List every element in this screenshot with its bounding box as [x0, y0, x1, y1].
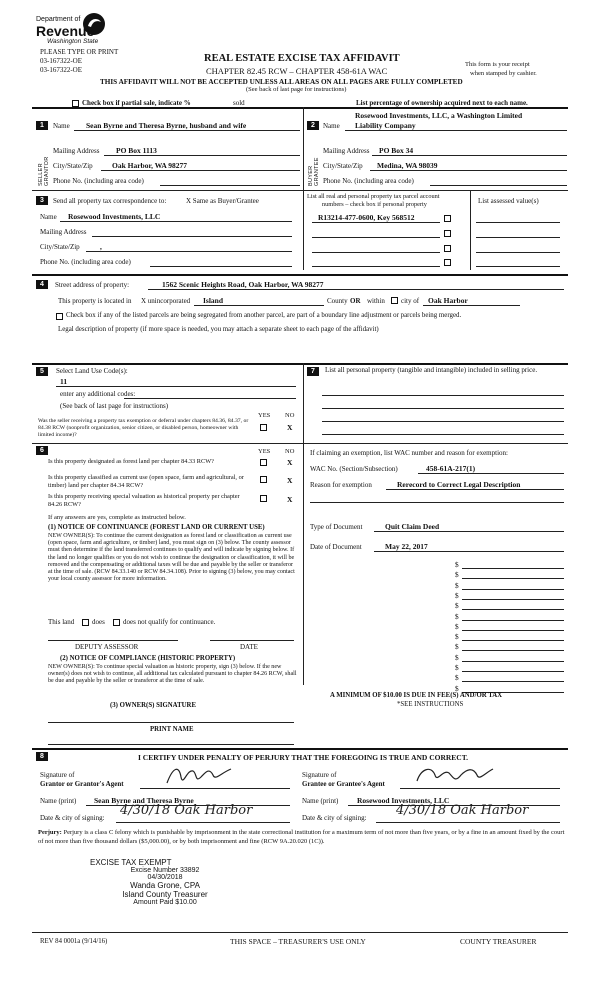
see-back-instructions: (See back of last page for instructions): [246, 86, 347, 93]
land-use-label: Select Land Use Code(s):: [56, 367, 128, 375]
land-does-not-checkbox[interactable]: [113, 619, 120, 626]
wac-label: WAC No. (Section/Subsection): [310, 465, 398, 473]
rev-form-number: REV 84 0001a (9/14/16): [40, 938, 108, 945]
wac-value[interactable]: 458-61A-217(1): [426, 464, 476, 473]
city-of-checkbox[interactable]: [391, 297, 398, 304]
see-instructions-note: *SEE INSTRUCTIONS: [397, 701, 464, 708]
print-name-label: PRINT NAME: [150, 726, 194, 733]
fee-row-line: [462, 568, 564, 569]
doc-date-label: Date of Document: [310, 543, 362, 551]
tax-name-label: Name: [40, 213, 57, 221]
parcel-personal-checkbox-2[interactable]: [444, 230, 451, 237]
fee-row-dollar-sign: $: [455, 642, 459, 652]
tax-city-value[interactable]: ,: [100, 242, 102, 251]
fee-row-dollar-sign: $: [455, 590, 459, 600]
tax-mailing-label: Mailing Address: [40, 228, 87, 236]
q2-yes-checkbox[interactable]: [260, 476, 267, 483]
reason-value[interactable]: Rerecord to Correct Legal Description: [397, 480, 521, 489]
county-value[interactable]: Island: [203, 296, 224, 305]
doc-date-value[interactable]: May 22, 2017: [385, 542, 428, 551]
segregated-checkbox[interactable]: [56, 313, 63, 320]
grantee-date-city-handwritten[interactable]: 4/30/18 Oak Harbor: [396, 803, 529, 818]
grantee-date-city-label: Date & city of signing:: [302, 814, 367, 822]
tax-phone-label: Phone No. (including area code): [40, 258, 131, 266]
stamp-line-5: Island County Treasurer: [122, 890, 208, 899]
deputy-assessor-label: DEPUTY ASSESSOR: [75, 643, 139, 651]
parcel-personal-checkbox-4[interactable]: [444, 259, 451, 266]
land-does-label: does: [92, 618, 105, 626]
parcel-personal-checkbox-3[interactable]: [444, 245, 451, 252]
reason-label: Reason for exemption: [310, 481, 372, 489]
buyer-name-value-line1[interactable]: Rosewood Investments, LLC, a Washington Limited: [355, 111, 523, 120]
grantee-name-print-value[interactable]: Rosewood Investments, LLC: [357, 796, 450, 805]
stamp-line-3: 04/30/2018: [147, 874, 183, 881]
treasurer-space-label: THIS SPACE – TREASURER'S USE ONLY: [230, 937, 366, 946]
grantor-name-print-value[interactable]: Sean Byrne and Theresa Byrne: [94, 796, 194, 805]
fee-row-line: [462, 630, 564, 631]
q2-no-answer[interactable]: X: [287, 476, 293, 485]
street-address-value[interactable]: 1562 Scenic Heights Road, Oak Harbor, WA 98277: [162, 280, 324, 289]
q3-yes-checkbox[interactable]: [260, 495, 267, 502]
segregated-note: Check box if any of the listed parcels are being segregated from another parcel, are part of a boundary line adjustment or parcels being merged.: [66, 312, 462, 319]
fee-row-line: [462, 681, 564, 682]
receipt-note-2: when stamped by cashier.: [470, 70, 537, 77]
compliance-text: NEW OWNER(S): To continue special valuation as historic property, sign (3) below. If the new owner(s) does not wish to continue, all additional tax calculated pursuant to chapter 84.26 RCW, shall be due and payable by the seller or transferor at the time of sale.: [48, 664, 297, 685]
dept-line1: Department of: [36, 16, 81, 23]
grantor-signature-mark: [165, 763, 235, 789]
same-as-buyer[interactable]: X Same as Buyer/Grantee: [186, 197, 259, 205]
stamp-line-2: Excise Number 33892: [130, 867, 200, 874]
current-use-question: Is this property classified as current use (open space, farm and agricultural, or timber) land per chapter 84.34 RCW?: [48, 474, 244, 489]
grantee-name-print-label: Name (print): [302, 797, 339, 805]
grantor-sig-label: Signature of: [40, 771, 75, 779]
historical-question: Is this property receiving special valuation as historical property per chapter 84.26 RCW?: [48, 493, 240, 508]
grantee-signature-mark: [415, 763, 495, 789]
street-address-label: Street address of property:: [55, 281, 130, 289]
assessed-header: List assessed value(s): [478, 197, 539, 205]
land-does-not-label: does not qualify for continuance.: [123, 618, 216, 626]
partial-sale-label: Check box if partial sale, indicate %: [82, 99, 191, 107]
county-treasurer-label: COUNTY TREASURER: [460, 937, 537, 946]
certify-statement: I CERTIFY UNDER PENALTY OF PERJURY THAT THE FOREGOING IS TRUE AND CORRECT.: [138, 753, 469, 762]
if-yes-instruction: If any answers are yes, complete as instructed below.: [48, 514, 186, 521]
fee-row-dollar-sign: $: [455, 601, 459, 611]
perjury-statement: [38, 829, 566, 846]
parcel-number-value[interactable]: R13214-477-0600, Key 568512: [318, 213, 415, 222]
s5-yes-checkbox[interactable]: [260, 424, 267, 431]
page-title: REAL ESTATE EXCISE TAX AFFIDAVIT: [204, 53, 400, 64]
grantor-name-print-label: Name (print): [40, 797, 77, 805]
buyer-city-label: City/State/Zip: [323, 162, 363, 170]
q1-yes-checkbox[interactable]: [260, 459, 267, 466]
exemption-question: Was the seller receiving a property tax exemption or deferral under chapters 84.36, 84.37, or 84.38 RCW (nonprofit organization, senior citizen, or disabled person, homeowner with limited income)?: [38, 418, 249, 438]
grantor-signature[interactable]: [165, 763, 235, 791]
land-does-checkbox[interactable]: [82, 619, 89, 626]
stamp-line-4: Wanda Grone, CPA: [130, 881, 200, 890]
seller-name-value[interactable]: Sean Byrne and Theresa Byrne, husband and wife: [86, 121, 247, 130]
fee-row-dollar-sign: $: [455, 611, 459, 621]
excise-tax-stamp: [90, 858, 240, 906]
section-5-number: 5: [36, 367, 48, 376]
fee-row-line: [462, 650, 564, 651]
warning-text: THIS AFFIDAVIT WILL NOT BE ACCEPTED UNLESS ALL AREAS ON ALL PAGES ARE FULLY COMPLETED: [100, 78, 463, 86]
perjury-text: Perjury is a class C felony which is punishable by imprisonment in the state correctional institution for a maximum term of not more than five years, or by a fine in an amount fixed by the court of not more than five thousand dollars ($5,000.00), or by both imprisonment and fine (RCW 9A.20.020 (1C)).: [38, 829, 565, 845]
partial-sale-checkbox[interactable]: [72, 100, 79, 107]
fee-row-dollar-sign: $: [455, 683, 459, 693]
fee-row-line: [462, 671, 564, 672]
seller-name-label: Name: [53, 122, 70, 130]
fee-row-line: [462, 640, 564, 641]
parcel-personal-checkbox-1[interactable]: [444, 215, 451, 222]
seller-city-value[interactable]: Oak Harbor, WA 98277: [112, 161, 188, 170]
fee-row-dollar-sign: $: [455, 652, 459, 662]
city-of-label: city of: [401, 297, 420, 305]
fee-row-dollar-sign: $: [455, 632, 459, 642]
forest-land-question: Is this property designated as forest land per chapter 84.33 RCW?: [48, 458, 214, 465]
stamp-line-6: Amount Paid $10.00: [133, 899, 197, 906]
dept-line2: Revenue: [36, 23, 95, 39]
page-subtitle: CHAPTER 82.45 RCW – CHAPTER 458-61A WAC: [206, 66, 388, 76]
grantor-date-city-label: Date & city of signing:: [40, 814, 105, 822]
q1-no-answer[interactable]: X: [287, 458, 293, 467]
dor-logo: [36, 12, 106, 50]
s5-no-answer[interactable]: X: [287, 423, 293, 432]
additional-codes-label: enter any additional codes:: [60, 390, 136, 398]
buyer-city-value[interactable]: Medina, WA 98039: [377, 161, 438, 170]
stamp-line-1: EXCISE TAX EXEMPT: [90, 858, 172, 867]
buyer-grantee-side-label: BUYER GRANTEE: [308, 157, 320, 186]
grantor-label: Grantor or Grantor's Agent: [40, 780, 124, 788]
this-land-label: This land: [48, 618, 75, 626]
personal-property-label: List all personal property (tangible and intangible) included in selling price.: [325, 366, 538, 374]
please-type: PLEASE TYPE OR PRINT: [40, 48, 119, 56]
grantee-signature[interactable]: [415, 763, 495, 791]
fee-row-line: [462, 609, 564, 610]
section-8-number: 8: [36, 752, 48, 761]
fee-row-line: [462, 620, 564, 621]
parcel-header-2: numbers – check box if personal property: [322, 201, 427, 208]
s5-yes-header: YES: [258, 412, 271, 419]
fee-row-dollar-sign: $: [455, 580, 459, 590]
section-3-number: 3: [36, 196, 48, 205]
section-7-number: 7: [307, 367, 319, 376]
grantee-sig-label: Signature of: [302, 771, 337, 779]
seller-city-label: City/State/Zip: [53, 162, 93, 170]
grantee-label: Grantee or Grantee's Agent: [302, 780, 385, 788]
located-in-label: This property is located in: [58, 297, 132, 305]
doc-type-value[interactable]: Quit Claim Deed: [385, 522, 440, 531]
s6-yes-header: YES: [258, 448, 271, 455]
minimum-note: A MINIMUM OF $10.00 IS DUE IN FEE(S) AND/OR TAX: [330, 692, 503, 699]
fee-row-line: [462, 578, 564, 579]
fee-row-dollar-sign: $: [455, 570, 459, 580]
form-code-2: 03-167322-OE: [40, 66, 82, 74]
within-label: within: [367, 297, 385, 305]
land-use-see-back: (See back of last page for instructions): [60, 402, 169, 410]
city-of-value[interactable]: Oak Harbor: [428, 296, 468, 305]
exemption-claim-label: If claiming an exemption, list WAC number and reason for exemption:: [310, 449, 508, 457]
grantor-date-city-handwritten[interactable]: 4/30/18 Oak Harbor: [120, 803, 253, 818]
or-label: OR: [350, 297, 361, 305]
owner-signature-label: (3) OWNER(S) SIGNATURE: [110, 702, 196, 709]
form-code-1: 03-167322-OE: [40, 57, 82, 65]
buyer-mailing-label: Mailing Address: [323, 147, 370, 155]
continuance-text: NEW OWNER(S): To continue the current designation as forest land or classification as current use (open space, farm and agriculture, or timber) land, you must sign on (3) below. The county assessor must then determine if the land transferred continues to qualify and will indicate by signing below. If the land no longer qualifies or you do not wish to continue the designation or classification, it will be removed and the compensating or additional taxes will be due and payable by the seller or transferor at the time of sale. (RCW 84.33.140 or RCW 84.34.108). Prior to signing (3) below, you may contact your local county assessor for more information.: [48, 533, 295, 583]
unincorporated-option[interactable]: X unincorporated: [141, 297, 191, 305]
section-1-number: 1: [36, 121, 48, 130]
seller-grantor-side-label: SELLER GRANTOR: [38, 156, 50, 186]
tax-name-value[interactable]: Rosewood Investments, LLC: [68, 212, 161, 221]
buyer-name-value-line2[interactable]: Liability Company: [355, 121, 416, 130]
s5-no-header: NO: [285, 412, 295, 419]
parcel-header-1: List all real and personal property tax parcel account: [307, 193, 440, 200]
fee-row-dollar-sign: $: [455, 663, 459, 672]
section-6-number: 6: [36, 446, 48, 455]
perjury-label: Perjury:: [38, 829, 62, 836]
send-correspondence-label: Send all property tax correspondence to:: [53, 197, 167, 205]
seller-mailing-value[interactable]: PO Box 1113: [116, 146, 157, 155]
tax-city-label: City/State/Zip: [40, 243, 80, 251]
receipt-note-1: This form is your receipt: [465, 61, 530, 68]
partial-sale-sold: sold: [233, 99, 245, 107]
deputy-date-label: DATE: [240, 643, 258, 651]
fee-row-dollar-sign: $: [455, 560, 459, 569]
section-4-number: 4: [36, 280, 48, 289]
legal-description-note: Legal description of property (if more space is needed, you may attach a separate sheet to each page of the affidavit): [58, 326, 379, 333]
fee-row-line: [462, 589, 564, 590]
fee-row-dollar-sign: $: [455, 673, 459, 683]
ownership-note: List percentage of ownership acquired next to each name.: [356, 99, 528, 107]
land-use-value[interactable]: 11: [60, 377, 68, 386]
buyer-mailing-value[interactable]: PO Box 34: [379, 146, 414, 155]
buyer-name-label: Name: [323, 122, 340, 130]
s6-no-header: NO: [285, 448, 295, 455]
continuance-title: (1) NOTICE OF CONTINUANCE (FOREST LAND OR CURRENT USE): [48, 524, 265, 531]
fee-row-dollar-sign: $: [455, 621, 459, 631]
fee-row-line: [462, 599, 564, 600]
q3-no-answer[interactable]: X: [287, 495, 293, 504]
seller-mailing-label: Mailing Address: [53, 147, 100, 155]
section-2-number: 2: [307, 121, 319, 130]
dept-line3: Washington State: [47, 38, 99, 45]
buyer-phone-label: Phone No. (including area code): [323, 177, 414, 185]
seller-phone-label: Phone No. (including area code): [53, 177, 144, 185]
fee-row-line: [462, 661, 564, 662]
county-label: County: [327, 297, 348, 305]
doc-type-label: Type of Document: [310, 523, 363, 531]
compliance-title: (2) NOTICE OF COMPLIANCE (HISTORIC PROPERTY): [60, 655, 236, 662]
